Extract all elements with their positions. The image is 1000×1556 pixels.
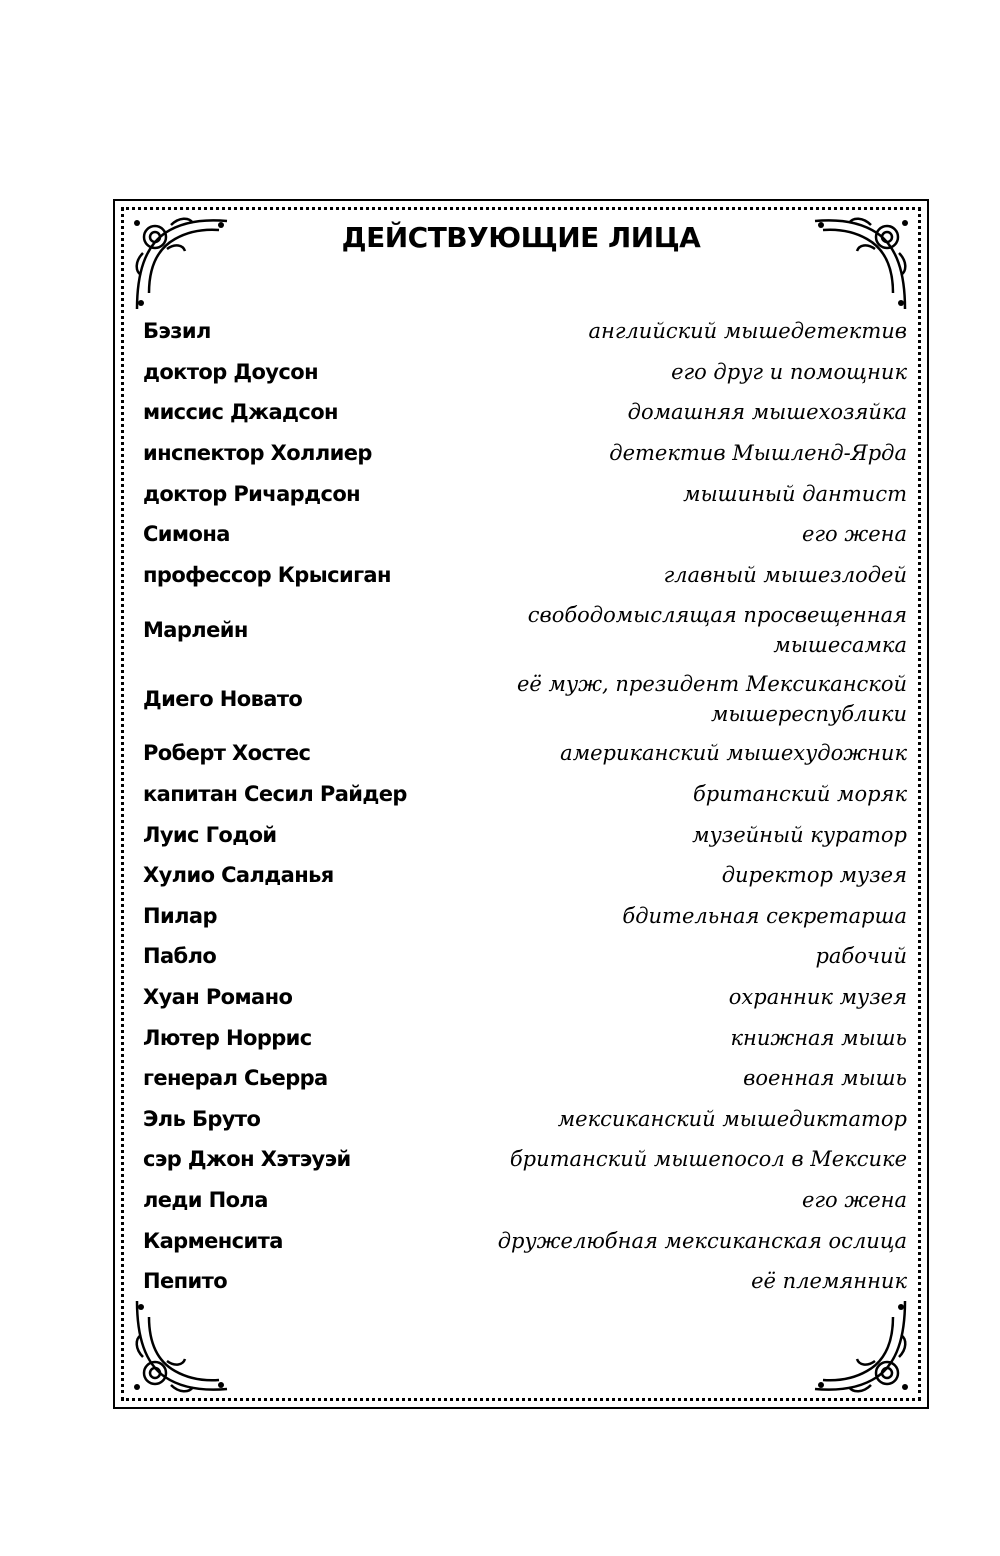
character-name: Бэзил <box>143 319 211 344</box>
character-name: Пепито <box>143 1269 228 1294</box>
cast-row <box>143 1180 907 1221</box>
character-role: его жена <box>801 1187 907 1212</box>
character-role: домашняя мышехозяйка <box>627 400 907 425</box>
cast-row <box>143 311 907 352</box>
character-role: книжная мышь <box>730 1025 907 1050</box>
character-role: бдительная секретарша <box>622 903 907 928</box>
character-name: генерал Сьерра <box>143 1066 328 1091</box>
character-name: профессор Крысиган <box>143 562 391 587</box>
character-name: доктор Ричардсон <box>143 481 361 506</box>
cast-row <box>143 733 907 774</box>
cast-row <box>143 392 907 433</box>
character-name: инспектор Холлиер <box>143 441 372 466</box>
character-role: музейный куратор <box>692 822 907 847</box>
cast-row <box>143 664 907 733</box>
cast-row <box>143 774 907 815</box>
cast-row <box>143 1220 907 1261</box>
character-name: Луис Годой <box>143 822 277 847</box>
page-title: ДЕЙСТВУЮЩИЕ ЛИЦА <box>341 221 701 254</box>
cast-row <box>143 814 907 855</box>
character-role: британский моряк <box>692 782 907 807</box>
cast-row <box>143 352 907 393</box>
character-name: Марлейн <box>143 617 248 642</box>
cast-row <box>143 977 907 1018</box>
character-name: Пабло <box>143 944 217 969</box>
character-role: его жена <box>801 522 907 547</box>
cast-row <box>143 855 907 896</box>
character-name: Хуан Романо <box>143 985 293 1010</box>
character-role: охранник музея <box>728 985 907 1010</box>
character-role: главный мышезлодей <box>663 562 907 587</box>
character-role: военная мышь <box>743 1066 907 1091</box>
cast-row <box>143 473 907 514</box>
character-name: доктор Доусон <box>143 359 318 384</box>
character-role: английский мышедетектив <box>588 319 907 344</box>
cast-row <box>143 1017 907 1058</box>
cast-row <box>143 1058 907 1099</box>
character-name: Диего Новато <box>143 686 303 711</box>
character-role: директор музея <box>721 863 907 888</box>
cast-row <box>143 1099 907 1140</box>
ornamental-frame <box>113 199 929 1409</box>
cast-row <box>143 433 907 474</box>
corner-ornament-icon <box>811 1297 911 1397</box>
character-name: сэр Джон Хэтэуэй <box>143 1147 351 1172</box>
character-name: Хулио Салданья <box>143 863 334 888</box>
character-name: капитан Сесил Райдер <box>143 782 407 807</box>
cast-row <box>143 936 907 977</box>
character-role: мексиканский мышедиктатор <box>557 1106 907 1131</box>
character-role: свободомыслящая просвещенная мышесамка <box>527 602 907 657</box>
corner-ornament-icon <box>131 1297 231 1397</box>
character-name: Карменсита <box>143 1228 283 1253</box>
character-name: миссис Джадсон <box>143 400 338 425</box>
character-role: детектив Мышленд-Ярда <box>609 441 907 466</box>
character-name: Роберт Хостес <box>143 741 311 766</box>
character-role: американский мышехудожник <box>560 741 907 766</box>
character-role: её муж, президент Мексиканской мышереспублики <box>517 671 907 726</box>
character-role: дружелюбная мексиканская ослица <box>497 1228 907 1253</box>
character-role: мышиный дантист <box>683 481 907 506</box>
cast-row <box>143 555 907 596</box>
character-name: Эль Бруто <box>143 1106 261 1131</box>
character-name: Лютер Норрис <box>143 1025 312 1050</box>
cast-list <box>143 311 907 1301</box>
cast-row <box>143 1261 907 1302</box>
character-name: Симона <box>143 522 230 547</box>
character-role: британский мышепосол в Мексике <box>509 1147 907 1172</box>
character-role: рабочий <box>815 944 907 969</box>
character-role: её племянник <box>751 1269 907 1294</box>
character-name: Пилар <box>143 903 217 928</box>
character-role: его друг и помощник <box>671 359 907 384</box>
cast-row <box>143 514 907 555</box>
cast-row <box>143 1139 907 1180</box>
cast-row <box>143 896 907 937</box>
character-name: леди Пола <box>143 1187 268 1212</box>
cast-row <box>143 595 907 664</box>
